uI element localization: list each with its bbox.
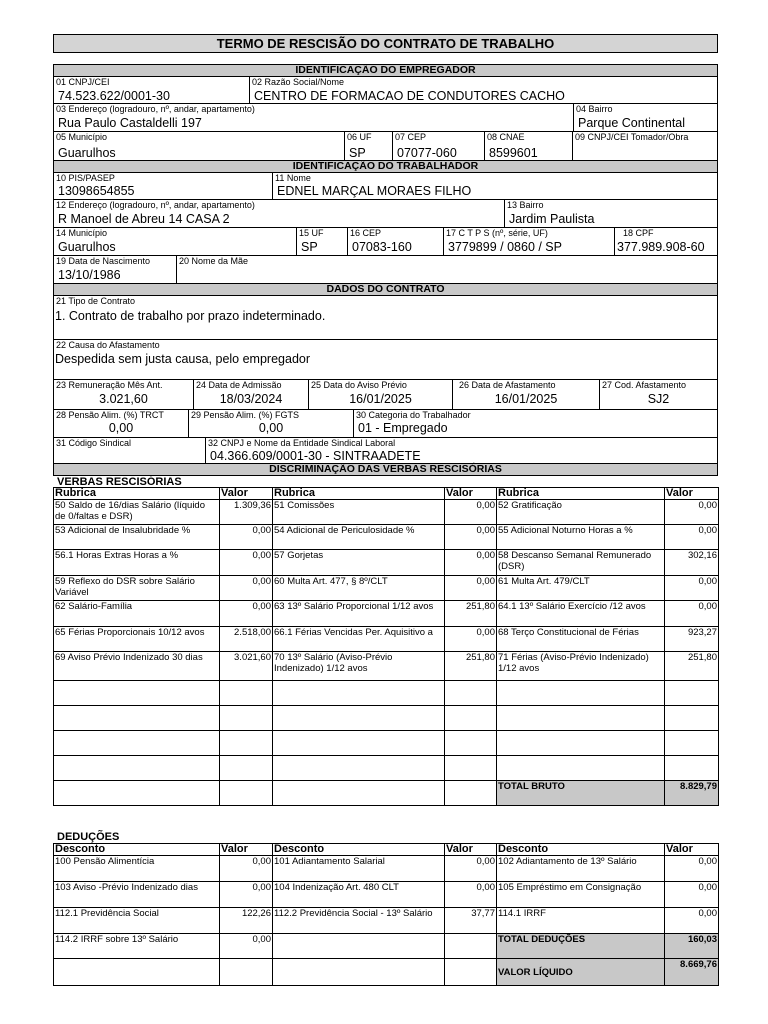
field-value: 377.989.908-60 [617, 240, 705, 254]
field-cnpj [53, 76, 250, 104]
field-value: 1. Contrato de trabalho por prazo indeterminado. [55, 309, 326, 323]
deducoes-table [53, 843, 719, 986]
verbas-row [54, 525, 719, 550]
valor-header: Valor [220, 844, 273, 856]
field-remuneracao [53, 379, 194, 410]
empty-cell [445, 731, 497, 756]
valor-cell: 1.309,36 [220, 500, 273, 525]
total-bruto-row [54, 781, 719, 806]
valor-cell: 0,00 [220, 856, 273, 882]
field-pensao-fgts [188, 409, 354, 438]
empty-cell [54, 959, 220, 986]
empty-cell [273, 731, 445, 756]
verbas-row [54, 576, 719, 601]
field-label: 19 Data de Nascimento [56, 256, 151, 266]
deducoes-subtitle: DEDUÇÕES [57, 831, 120, 843]
valor-cell: 0,00 [445, 550, 497, 576]
rubrica-header: Rubrica [273, 488, 445, 500]
field-value: Rua Paulo Castaldelli 197 [58, 116, 202, 130]
field-value: 07083-160 [352, 240, 412, 254]
rubrica-cell: 63 13º Salário Proporcional 1/12 avos [273, 601, 445, 627]
field-label: 31 Código Sindical [56, 438, 132, 448]
valor-cell: 0,00 [445, 882, 497, 908]
valor-cell: 0,00 [665, 856, 719, 882]
field-value: Parque Continental [578, 116, 686, 130]
empty-cell [665, 731, 719, 756]
valor-cell: 0,00 [220, 525, 273, 550]
field-label: 27 Cod. Afastamento [602, 380, 687, 390]
desconto-header: Desconto [54, 844, 220, 856]
rubrica-cell: 55 Adicional Noturno Horas a % [497, 525, 665, 550]
valor-liquido-row [54, 959, 719, 986]
valor-cell: 251,80 [445, 601, 497, 627]
empty-cell [273, 681, 445, 706]
field-value: 18/03/2024 [219, 392, 283, 406]
field-label: 18 CPF [623, 228, 654, 238]
valor-cell: 0,00 [665, 601, 719, 627]
valor-cell: 0,00 [220, 934, 273, 959]
empty-cell [497, 731, 665, 756]
rubrica-header: Rubrica [54, 488, 220, 500]
field-cep-trabalhador [347, 227, 444, 256]
total-deducoes-value: 160,03 [665, 934, 719, 959]
empty-cell [54, 731, 220, 756]
field-causa-afastamento [53, 339, 718, 380]
empty-cell [220, 681, 273, 706]
field-label: 28 Pensão Alim. (%) TRCT [56, 410, 164, 420]
field-label: 15 UF [299, 228, 324, 238]
empty-cell [273, 706, 445, 731]
desconto-header: Desconto [497, 844, 665, 856]
field-value: R Manoel de Abreu 14 CASA 2 [58, 212, 230, 226]
field-label: 17 C T P S (nº, série, UF) [446, 228, 548, 238]
empty-cell [273, 781, 445, 806]
field-uf-empregador [344, 131, 393, 161]
valor-cell: 0,00 [445, 856, 497, 882]
valor-cell: 2.518,00 [220, 627, 273, 652]
total-deducoes-label: TOTAL DEDUÇÕES [497, 934, 665, 959]
rubrica-cell: 58 Descanso Semanal Remunerado (DSR) [497, 550, 665, 576]
field-value: CENTRO DE FORMACAO DE CONDUTORES CACHO [254, 89, 565, 103]
rubrica-cell: 53 Adicional de Insalubridade % [54, 525, 220, 550]
valor-cell: 0,00 [665, 576, 719, 601]
field-label: 22 Causa do Afastamento [56, 340, 160, 350]
field-label: 21 Tipo de Contrato [56, 296, 136, 306]
field-value: Jardim Paulista [509, 212, 595, 226]
field-admissao [193, 379, 309, 410]
rubrica-cell: 68 Terço Constitucional de Férias [497, 627, 665, 652]
valor-cell: 122,26 [220, 908, 273, 934]
field-value: Guarulhos [58, 240, 116, 254]
verbas-row [54, 652, 719, 681]
verbas-header-row [54, 488, 719, 500]
valor-cell: 0,00 [445, 525, 497, 550]
deducoes-row [54, 856, 719, 882]
section-trabalhador: IDENTIFICAÇÃO DO TRABALHADOR [53, 160, 718, 173]
section-contrato: DADOS DO CONTRATO [53, 283, 718, 296]
desconto-cell: 112.2 Previdência Social - 13º Salário [273, 908, 445, 934]
field-label: 11 Nome [275, 173, 311, 183]
field-ctps [443, 227, 615, 256]
valor-header: Valor [445, 488, 497, 500]
field-value: SP [349, 146, 366, 160]
field-label: 10 PIS/PASEP [56, 173, 115, 183]
valor-liquido-label: VALOR LÍQUIDO [497, 959, 665, 986]
rubrica-cell: 70 13º Salário (Aviso-Prévio Indenizado) 1/12 avos [273, 652, 445, 681]
field-value: Despedida sem justa causa, pelo empregador [55, 352, 311, 366]
verbas-row [54, 627, 719, 652]
valor-header: Valor [665, 844, 719, 856]
valor-cell: 0,00 [445, 576, 497, 601]
field-label: 09 CNPJ/CEI Tomador/Obra [575, 132, 689, 142]
empty-cell [220, 781, 273, 806]
verbas-row [54, 601, 719, 627]
deducoes-header-row [54, 844, 719, 856]
verbas-empty-row [54, 756, 719, 781]
empty-cell [220, 959, 273, 986]
field-value: 74.523.622/0001-30 [58, 89, 170, 103]
rubrica-cell: 57 Gorjetas [273, 550, 445, 576]
rubrica-cell: 50 Saldo de 16/dias Salário (líquido de 0/faltas e DSR) [54, 500, 220, 525]
desconto-cell: 114.2 IRRF sobre 13º Salário [54, 934, 220, 959]
field-municipio-empregador [53, 131, 345, 161]
verbas-empty-row [54, 706, 719, 731]
desconto-header: Desconto [273, 844, 445, 856]
field-value: 3.021,60 [99, 392, 148, 406]
field-value: 0,00 [258, 421, 284, 435]
valor-cell: 302,16 [665, 550, 719, 576]
valor-cell: 0,00 [220, 576, 273, 601]
field-label: 23 Remuneração Mês Ant. [56, 380, 163, 390]
field-value: 8599601 [489, 146, 538, 160]
desconto-cell: 104 Indenização Art. 480 CLT [273, 882, 445, 908]
rubrica-cell: 65 Férias Proporcionais 10/12 avos [54, 627, 220, 652]
rubrica-cell: 52 Gratificação [497, 500, 665, 525]
field-bairro-trabalhador [504, 199, 718, 228]
field-label: 25 Data do Aviso Prévio [311, 380, 407, 390]
verbas-empty-row [54, 731, 719, 756]
field-cnae [484, 131, 573, 161]
field-label: 29 Pensão Alim. (%) FGTS [191, 410, 300, 420]
field-value: 0,00 [108, 421, 134, 435]
deducoes-row [54, 908, 719, 934]
field-value: 07077-060 [397, 146, 457, 160]
valor-cell: 0,00 [445, 627, 497, 652]
valor-cell: 0,00 [665, 525, 719, 550]
field-label: 01 CNPJ/CEI [56, 77, 110, 87]
field-label: 03 Endereço (logradouro, nº, andar, apartamento) [56, 104, 255, 114]
valor-cell: 0,00 [665, 882, 719, 908]
section-empregador: IDENTIFICAÇÃO DO EMPREGADOR [53, 64, 718, 77]
field-label: 06 UF [347, 132, 372, 142]
rubrica-cell: 59 Reflexo do DSR sobre Salário Variável [54, 576, 220, 601]
field-municipio-trabalhador [53, 227, 297, 256]
field-value: EDNEL MARÇAL MORAES FILHO [277, 184, 472, 198]
field-codigo-sindical [53, 437, 206, 464]
valor-header: Valor [220, 488, 273, 500]
section-verbas: DISCRIMINAÇÃO DAS VERBAS RESCISÓRIAS [53, 463, 718, 476]
verbas-row [54, 550, 719, 576]
empty-cell [445, 934, 497, 959]
field-value: 01 - Empregado [358, 421, 448, 435]
field-label: 20 Nome da Mãe [179, 256, 249, 266]
field-uf-trabalhador [296, 227, 348, 256]
field-value: 16/01/2025 [349, 392, 412, 406]
empty-cell [54, 781, 220, 806]
desconto-cell: 102 Adiantamento de 13º Salário [497, 856, 665, 882]
rubrica-header: Rubrica [497, 488, 665, 500]
empty-cell [445, 706, 497, 731]
field-cpf [614, 227, 718, 256]
rubrica-cell: 51 Comissões [273, 500, 445, 525]
field-endereco-trabalhador [53, 199, 505, 228]
field-data-afastamento [452, 379, 600, 410]
field-bairro-empregador [573, 103, 718, 132]
field-label: 12 Endereço (logradouro, nº, andar, apartamento) [56, 200, 255, 210]
empty-cell [273, 959, 445, 986]
field-pis [53, 172, 273, 200]
field-label: 30 Categoria do Trabalhador [356, 410, 471, 420]
field-nascimento [53, 255, 177, 285]
desconto-cell: 103 Aviso -Prévio Indenizado dias [54, 882, 220, 908]
field-tipo-contrato [53, 295, 718, 340]
desconto-cell: 114.1 IRRF [497, 908, 665, 934]
field-value: 13/10/1986 [58, 268, 121, 282]
empty-cell [445, 781, 497, 806]
field-tomador [572, 131, 718, 161]
empty-cell [220, 756, 273, 781]
empty-cell [54, 706, 220, 731]
total-bruto-value: 8.829,79 [665, 781, 719, 806]
field-nome [272, 172, 718, 200]
valor-cell: 923,27 [665, 627, 719, 652]
rubrica-cell: 54 Adicional de Periculosidade % [273, 525, 445, 550]
valor-cell: 0,00 [445, 500, 497, 525]
valor-cell: 0,00 [665, 500, 719, 525]
rubrica-cell: 56.1 Horas Extras Horas a % [54, 550, 220, 576]
rubrica-cell: 64.1 13º Salário Exercício /12 avos [497, 601, 665, 627]
valor-cell: 0,00 [220, 601, 273, 627]
empty-cell [54, 756, 220, 781]
verbas-empty-row [54, 681, 719, 706]
field-razao-social [249, 76, 718, 104]
verbas-subtitle: VERBAS RESCISÓRIAS [57, 476, 182, 488]
desconto-cell: 100 Pensão Alimentícia [54, 856, 220, 882]
empty-cell [220, 706, 273, 731]
field-label: 16 CEP [350, 228, 382, 238]
field-label: 14 Município [56, 228, 108, 238]
field-endereco-empregador [53, 103, 574, 132]
empty-cell [220, 731, 273, 756]
rubrica-cell: 60 Multa Art. 477, § 8º/CLT [273, 576, 445, 601]
field-label: 26 Data de Afastamento [459, 380, 556, 390]
field-label: 08 CNAE [487, 132, 525, 142]
total-bruto-label: TOTAL BRUTO [497, 781, 665, 806]
valor-cell: 251,80 [445, 652, 497, 681]
empty-cell [497, 681, 665, 706]
deducoes-row [54, 934, 719, 959]
field-label: 05 Município [56, 132, 108, 142]
page-title: TERMO DE RESCISÃO DO CONTRATO DE TRABALHO [53, 34, 718, 53]
valor-header: Valor [445, 844, 497, 856]
rubrica-cell: 61 Multa Art. 479/CLT [497, 576, 665, 601]
deducoes-row [54, 882, 719, 908]
valor-cell: 0,00 [220, 882, 273, 908]
field-value: 04.366.609/0001-30 - SINTRAADETE [210, 449, 421, 463]
desconto-cell: 101 Adiantamento Salarial [273, 856, 445, 882]
empty-cell [665, 756, 719, 781]
valor-cell: 37,77 [445, 908, 497, 934]
field-nome-mae [176, 255, 718, 285]
empty-cell [273, 934, 445, 959]
empty-cell [54, 681, 220, 706]
field-label: 02 Razão Social/Nome [252, 77, 345, 87]
field-label: 24 Data de Admissão [196, 380, 282, 390]
field-label: 04 Bairro [576, 104, 613, 114]
empty-cell [497, 756, 665, 781]
field-value: 13098654855 [58, 184, 135, 198]
empty-cell [273, 756, 445, 781]
valor-liquido-value: 8.669,76 [665, 959, 719, 986]
verbas-row [54, 500, 719, 525]
empty-cell [665, 706, 719, 731]
empty-cell [445, 959, 497, 986]
field-value: SJ2 [647, 392, 670, 406]
field-label: 13 Bairro [507, 200, 544, 210]
empty-cell [445, 756, 497, 781]
field-cod-afastamento [599, 379, 718, 410]
rubrica-cell: 66.1 Férias Vencidas Per. Aquisitivo a [273, 627, 445, 652]
valor-cell: 251,80 [665, 652, 719, 681]
empty-cell [665, 681, 719, 706]
field-label: 07 CEP [395, 132, 427, 142]
empty-cell [445, 681, 497, 706]
field-entidade-sindical [205, 437, 718, 464]
rubrica-cell: 69 Aviso Prévio Indenizado 30 dias [54, 652, 220, 681]
field-cep-empregador [392, 131, 485, 161]
field-pensao-trct [53, 409, 189, 438]
field-aviso-previo [308, 379, 453, 410]
field-value: 16/01/2025 [494, 392, 558, 406]
desconto-cell: 105 Empréstimo em Consignação [497, 882, 665, 908]
valor-cell: 0,00 [220, 550, 273, 576]
rubrica-cell: 71 Férias (Aviso-Prévio Indenizado) 1/12 avos [497, 652, 665, 681]
field-categoria [353, 409, 718, 438]
verbas-table [53, 487, 719, 806]
field-value: Guarulhos [58, 146, 116, 160]
empty-cell [497, 706, 665, 731]
field-label: 32 CNPJ e Nome da Entidade Sindical Laboral [208, 438, 396, 448]
valor-cell: 3.021,60 [220, 652, 273, 681]
rubrica-cell: 62 Salário-Família [54, 601, 220, 627]
valor-cell: 0,00 [665, 908, 719, 934]
valor-header: Valor [665, 488, 719, 500]
desconto-cell: 112.1 Previdência Social [54, 908, 220, 934]
field-value: 3779899 / 0860 / SP [448, 240, 562, 254]
field-value: SP [301, 240, 318, 254]
